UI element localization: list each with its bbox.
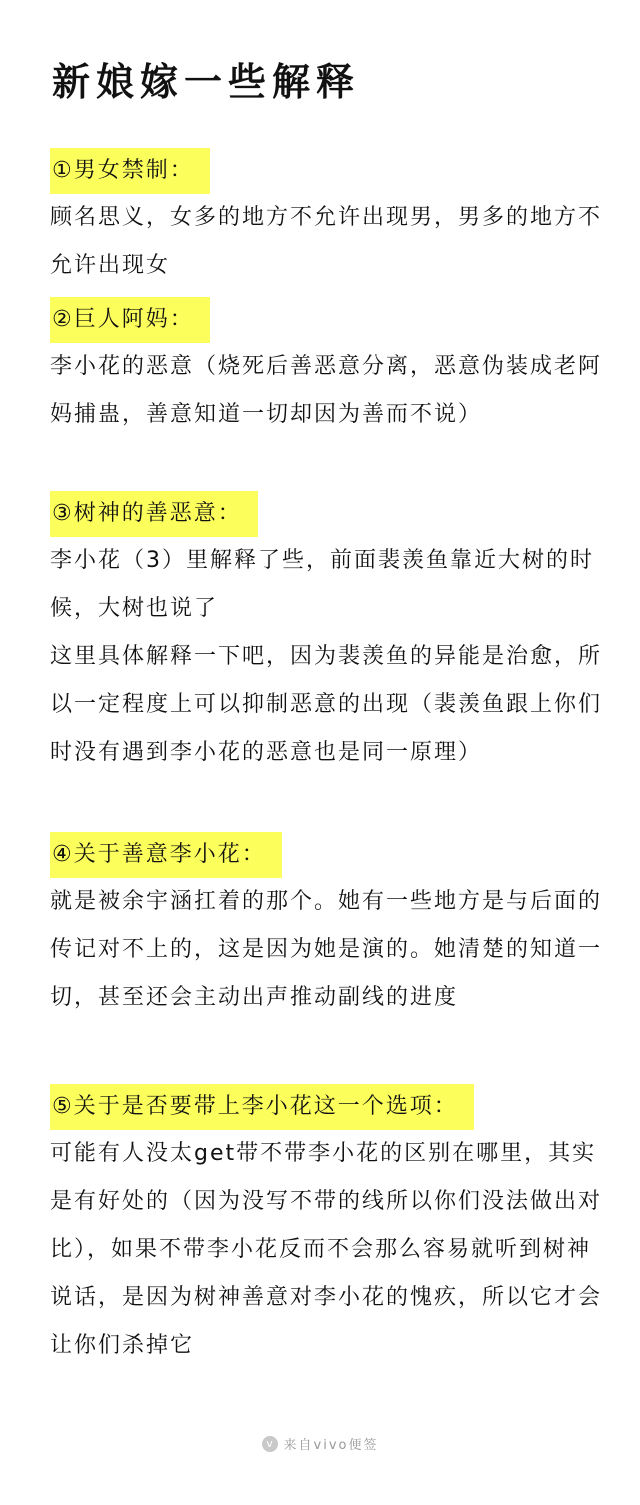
watermark-label: 来自vivo便签 (283, 1438, 379, 1453)
section-bring-li-xiaohua-option (50, 1084, 606, 1370)
note-title: 新娘嫁一些解释 (52, 60, 361, 104)
section-heading: ④关于善意李小花： (50, 832, 282, 878)
section-giant-grandma (50, 297, 606, 439)
section-body: 可能有人没太get带不带李小花的区别在哪里，其实是有好处的（因为没写不带的线所以你们没法做出对比），如果不带李小花反而不会那么容易就听到树神说话，是因为树神善意对李小花的愧疚，所以它才会让你们杀掉它 (50, 1141, 603, 1358)
section-heading: ③树神的善恶意： (50, 491, 258, 537)
section-tree-god (50, 491, 606, 777)
app-watermark (0, 1434, 640, 1453)
section-body: 就是被余宇涵扛着的那个。她有一些地方是与后面的传记对不上的，这是因为她是演的。她清楚的知道一切，甚至还会主动出声推动副线的进度 (50, 889, 603, 1010)
section-body: 顾名思义，女多的地方不允许出现男，男多的地方不允许出现女 (50, 205, 603, 278)
section-body: 李小花的恶意（烧死后善恶意分离，恶意伪装成老阿妈捕蛊，善意知道一切却因为善而不说） (50, 354, 603, 427)
section-kind-li-xiaohua (50, 832, 606, 1022)
v-logo-icon: v (262, 1436, 278, 1452)
section-body-paragraph: 李小花（3）里解释了些，前面裴羡鱼靠近大树的时候，大树也说了 (50, 548, 594, 621)
section-heading: ①男女禁制： (50, 148, 210, 194)
section-gender-restriction (50, 148, 606, 290)
section-heading: ②巨人阿妈： (50, 297, 210, 343)
section-body-paragraph: 这里具体解释一下吧，因为裴羡鱼的异能是治愈，所以一定程度上可以抑制恶意的出现（裴羡鱼跟上你们时没有遇到李小花的恶意也是同一原理） (50, 644, 603, 765)
section-heading: ⑤关于是否要带上李小花这一个选项： (50, 1084, 474, 1130)
